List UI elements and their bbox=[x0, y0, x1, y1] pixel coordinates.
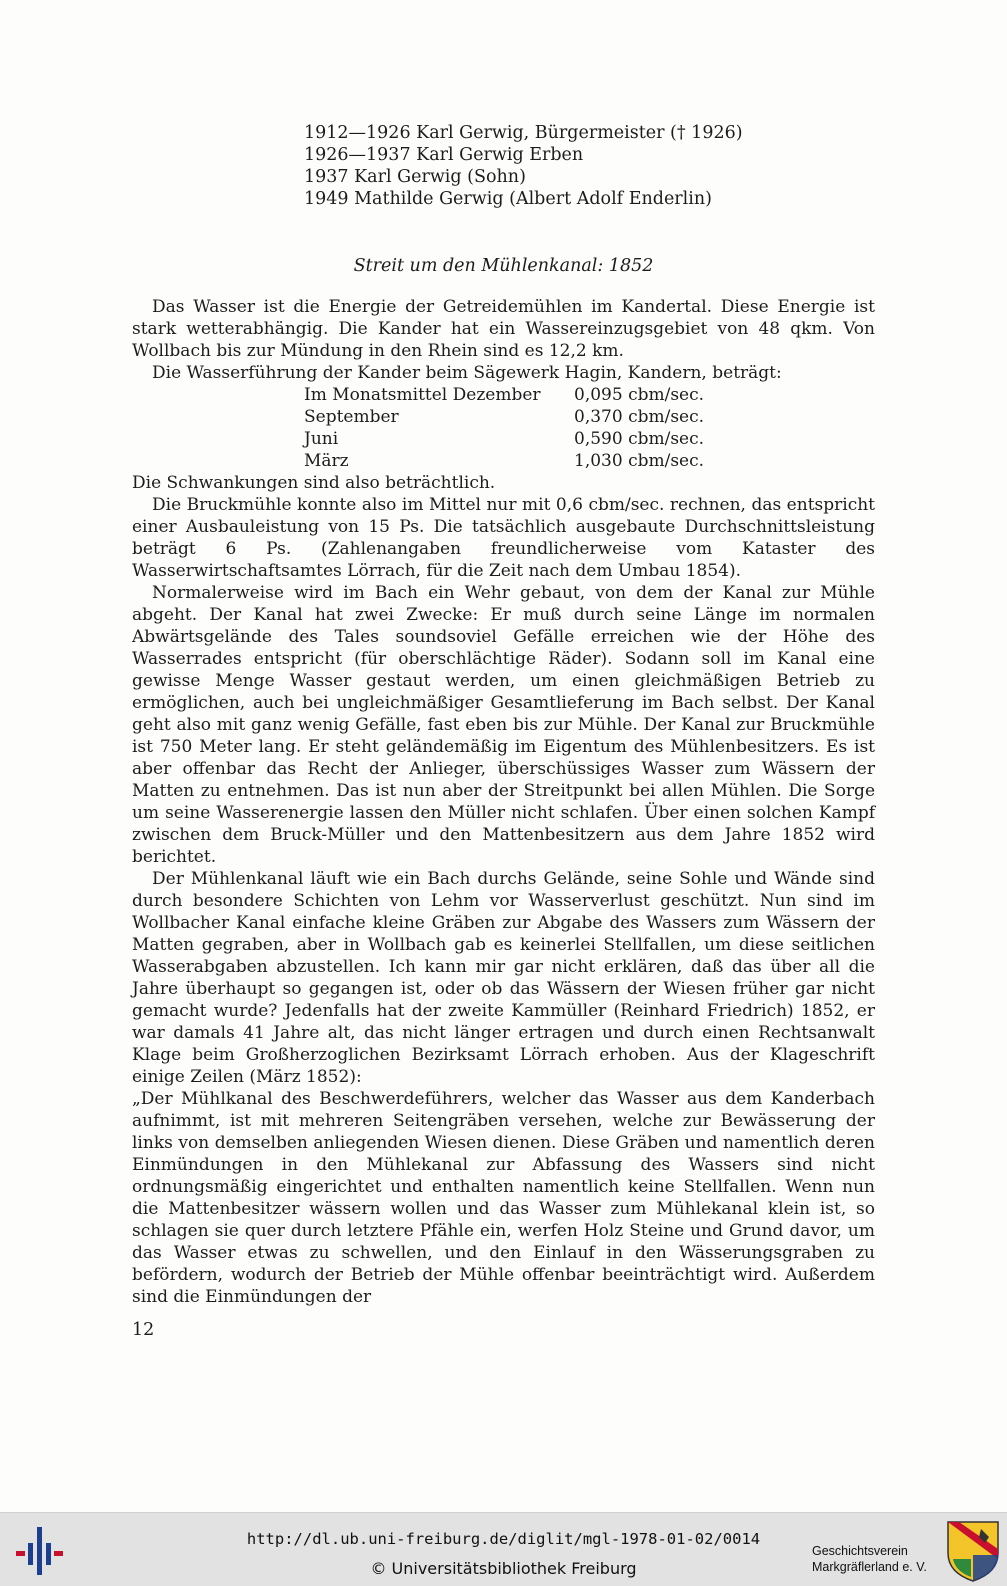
chronology-entry: 1912—1926 Karl Gerwig, Bürgermeister († 1926) bbox=[304, 123, 743, 143]
table-row bbox=[304, 406, 704, 428]
quoted-complaint: „Der Mühlkanal des Beschwerdeführers, welcher das Wasser aus dem Kanderbach aufnimmt, ist mit mehreren Seitengräben versehen, welche zur Bewässerung der links von demselben anliegenden Wiesen dienen. Diese Gräben und namentlich deren Einmündungen in den Mühlekanal zur Abfassung des Wassers sind nicht ordnungsmäßig eingerichtet und enthalten namentlich keine Stellfallen. Wenn nun die Mattenbesitzer wässern wollen und das Wasser zum Mühlekanal klein ist, so schlagen sie quer durch letztere Pfähle ein, werfen Holz Steine und Grund davor, um das Wasser etwas zu schwellen, und den Einlauf in den Wässerungsgraben zu befördern, wodurch der Betrieb der Mühle offenbar beeinträchtigt wird. Außerdem sind die Einmündungen der bbox=[132, 1089, 875, 1307]
society-name-line: Markgräflerland e. V. bbox=[812, 1560, 927, 1574]
table-cell-label: Juni bbox=[304, 429, 339, 449]
paragraph: Die Bruckmühle konnte also im Mittel nur mit 0,6 cbm/sec. rechnen, das entspricht einer Ausbauleistung von 15 Ps. Die tatsächlich ausgebaute Durchschnittsleistung beträgt 6 Ps. (Zahlenangaben freundlicherweise vom Kataster des Wasserwirtschaftsamtes Lörrach, für die Zeit nach dem Umbau 1854). bbox=[132, 495, 875, 581]
chronology-entry: 1949 Mathilde Gerwig (Albert Adolf Enderlin) bbox=[304, 189, 712, 209]
table-cell-label: März bbox=[304, 451, 349, 471]
table-cell-value: 1,030 cbm/sec. bbox=[574, 451, 705, 471]
permalink-url[interactable]: http://dl.ub.uni-freiburg.de/diglit/mgl-1978-01-02/0014 bbox=[246, 1530, 761, 1548]
society-name bbox=[812, 1543, 932, 1575]
chronology-entry: 1937 Karl Gerwig (Sohn) bbox=[304, 167, 526, 187]
table-cell-value: 0,590 cbm/sec. bbox=[574, 429, 705, 449]
paragraph: Die Wasserführung der Kander beim Sägewerk Hagin, Kandern, beträgt: bbox=[152, 363, 782, 383]
chronology-entry: 1926—1937 Karl Gerwig Erben bbox=[304, 145, 584, 165]
copyright-text: © Universitätsbibliothek Freiburg bbox=[370, 1559, 637, 1578]
table-cell-value: 0,370 cbm/sec. bbox=[574, 407, 705, 427]
society-crest-icon bbox=[945, 1519, 1001, 1583]
paragraph: Normalerweise wird im Bach ein Wehr gebaut, von dem der Kanal zur Mühle abgeht. Der Kanal hat zwei Zwecke: Er muß durch seine Länge im normalen Abwärtsgelände des Tales soundsoviel Gefälle erreichen wie der Höhe des Wasserrades entspricht (für oberschlächtige Räder). Sodann soll im Kanal eine gewisse Menge Wasser gestaut werden, um einen gleichmäßigen Betrieb zu ermöglichen, auch bei ungleichmäßiger Gesamtlieferung im Bach selbst. Der Kanal geht also mit ganz wenig Gefälle, fast eben bis zur Mühle. Der Kanal zur Bruckmühle ist 750 Meter lang. Er steht geländemäßig im Eigentum des Mühlenbesitzers. Es ist aber offenbar das Recht der Anlieger, überschüssiges Wasser zum Wässern der Matten zu entnehmen. Das ist nun aber der Streitpunkt bei allen Mühlen. Die Sorge um seine Wasserenergie lassen den Müller nicht schlafen. Über einen solchen Kampf zwischen dem Bruck-Müller und den Mattenbesitzern aus dem Jahre 1852 wird berichtet. bbox=[132, 583, 875, 867]
discharge-table bbox=[304, 384, 704, 472]
paragraph: Der Mühlenkanal läuft wie ein Bach durchs Gelände, seine Sohle und Wände sind durch besondere Schichten von Lehm vor Wasserverlust geschützt. Nun sind im Wollbacher Kanal einfache kleine Gräben zur Abgabe des Wassers zum Wässern der Matten gegraben, aber in Wollbach gab es keinerlei Stellfallen, um diese seitlichen Wasserabgaben abzustellen. Ich kann mir gar nicht erklären, daß das über all die Jahre überhaupt so gegangen ist, oder ob das Wässern der Wiesen früher gar nicht gemacht wurde? Jedenfalls hat der zweite Kammüller (Reinhard Friedrich) 1852, er war damals 41 Jahre alt, das nicht länger ertragen und durch einen Rechtsanwalt Klage beim Großherzoglichen Bezirksamt Lörrach erhoben. Aus der Klageschrift einige Zeilen (März 1852): bbox=[132, 869, 875, 1087]
paragraph: Das Wasser ist die Energie der Getreidemühlen im Kandertal. Diese Energie ist stark wetterabhängig. Die Kander hat ein Wassereinzugsgebiet von 48 qkm. Von Wollbach bis zur Mündung in den Rhein sind es 12,2 km. bbox=[132, 297, 875, 361]
chronology-list bbox=[304, 122, 743, 210]
page-number: 12 bbox=[132, 1320, 155, 1340]
body-text bbox=[132, 296, 875, 1308]
table-row bbox=[304, 428, 704, 450]
table-row bbox=[304, 450, 704, 472]
section-title: Streit um den Mühlenkanal: 1852 bbox=[353, 256, 654, 276]
table-cell-label: September bbox=[304, 407, 399, 427]
table-cell-label: Im Monatsmittel Dezember bbox=[304, 385, 541, 405]
society-name-line: Geschichtsverein bbox=[812, 1544, 908, 1558]
table-cell-value: 0,095 cbm/sec. bbox=[574, 385, 705, 405]
paragraph: Die Schwankungen sind also beträchtlich. bbox=[132, 473, 496, 493]
table-row bbox=[304, 384, 704, 406]
footer-bar bbox=[0, 1512, 1007, 1586]
